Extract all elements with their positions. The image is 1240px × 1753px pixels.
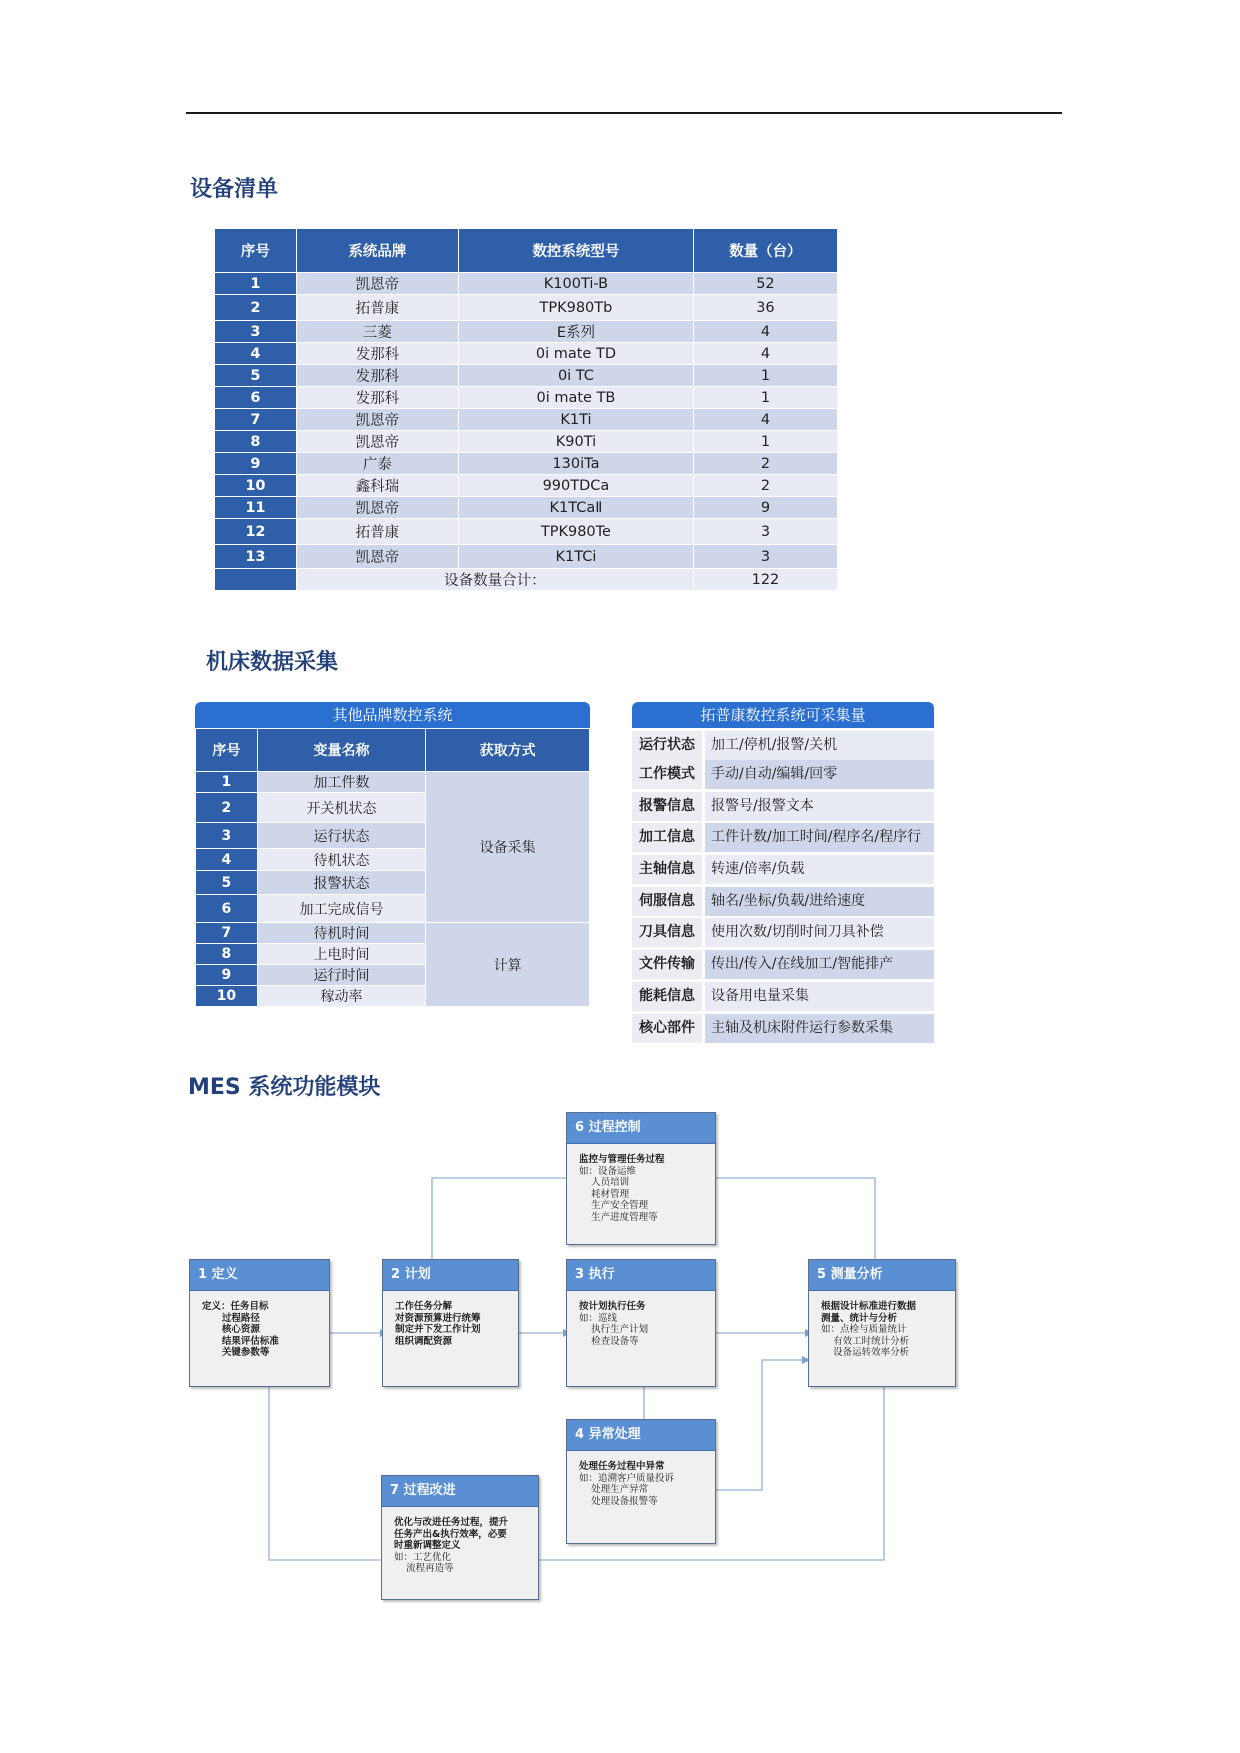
- row-qty: 1: [693, 387, 837, 409]
- total-value: 122: [693, 569, 837, 591]
- mes-box-title: 3 执行: [567, 1260, 715, 1291]
- topcon-value: 设备用电量采集: [705, 982, 934, 1011]
- row-model: TPK980Te: [459, 519, 694, 545]
- row-brand: 凯恩帝: [296, 409, 458, 431]
- row-index: 3: [215, 321, 297, 343]
- mes-box-control: [566, 1112, 716, 1245]
- row-brand: 广泰: [296, 453, 458, 475]
- method-device: 设备采集: [426, 772, 590, 923]
- row-model: 990TDCa: [459, 475, 694, 497]
- row-model: E系列: [459, 321, 694, 343]
- row-model: 0i mate TD: [459, 343, 694, 365]
- row-index: 10: [215, 475, 297, 497]
- row-index: 3: [196, 823, 258, 849]
- mes-box-title: 1 定义: [190, 1260, 329, 1291]
- topcon-key: 报警信息: [632, 792, 702, 821]
- row-model: 130iTa: [459, 453, 694, 475]
- topcon-value: 主轴及机床附件运行参数采集: [705, 1014, 934, 1043]
- mes-box-exception: [566, 1419, 716, 1544]
- row-index: 1: [196, 772, 258, 793]
- mes-box-improve: [381, 1475, 539, 1600]
- row-index: 1: [215, 273, 297, 295]
- mes-box-bold: 处理任务过程中异常: [579, 1461, 665, 1472]
- topcon-key: 运行状态: [632, 731, 702, 760]
- col-brand: 系统品牌: [296, 229, 458, 273]
- row-model: 0i TC: [459, 365, 694, 387]
- row-qty: 3: [693, 519, 837, 545]
- row-qty: 4: [693, 343, 837, 365]
- row-model: K100Ti-B: [459, 273, 694, 295]
- topcon-value: 使用次数/切削时间刀具补偿: [705, 918, 934, 947]
- row-model: K1TCi: [459, 545, 694, 569]
- row-index: 11: [215, 497, 297, 519]
- row-variable: 稼动率: [257, 986, 426, 1007]
- topcon-value: 工件计数/加工时间/程序名/程序行: [705, 823, 934, 852]
- row-variable: 上电时间: [257, 944, 426, 965]
- row-qty: 52: [693, 273, 837, 295]
- col-index: 序号: [215, 229, 297, 273]
- row-index: 2: [196, 793, 258, 823]
- row-qty: 1: [693, 365, 837, 387]
- row-qty: 2: [693, 453, 837, 475]
- mes-box-normal: 如：点检与质量统计 有效工时统计分析 设备运转效率分析: [821, 1324, 910, 1358]
- row-variable: 待机状态: [257, 849, 426, 871]
- topcon-value: 手动/自动/编辑/回零: [705, 760, 934, 789]
- row-qty: 4: [693, 409, 837, 431]
- row-brand: 三菱: [296, 321, 458, 343]
- row-qty: 4: [693, 321, 837, 343]
- row-model: 0i mate TB: [459, 387, 694, 409]
- mes-box-title: 5 测量分析: [809, 1260, 955, 1291]
- mes-box-title: 6 过程控制: [567, 1113, 715, 1144]
- topcon-value: 加工/停机/报警/关机: [705, 731, 934, 760]
- topcon-value: 传出/传入/在线加工/智能排产: [705, 950, 934, 979]
- row-variable: 运行时间: [257, 965, 426, 986]
- row-index: 6: [196, 895, 258, 923]
- mes-box-bold: 定义：任务目标 过程路径 核心资源 结果评估标准 关键参数等: [202, 1301, 279, 1358]
- row-qty: 2: [693, 475, 837, 497]
- mes-title: MES 系统功能模块: [188, 1075, 381, 1100]
- row-brand: 拓普康: [296, 519, 458, 545]
- row-index: 7: [196, 923, 258, 944]
- row-index: 2: [215, 295, 297, 321]
- mes-box-normal: 如：设备运维 人员培训 耗材管理 生产安全管理 生产进度管理等: [579, 1165, 658, 1223]
- mes-box-execute: [566, 1259, 716, 1387]
- row-model: TPK980Tb: [459, 295, 694, 321]
- row-index: 5: [215, 365, 297, 387]
- row-model: K1Ti: [459, 409, 694, 431]
- topcon-key: 工作模式: [632, 760, 702, 789]
- topcon-value: 转速/倍率/负载: [705, 855, 934, 884]
- row-brand: 凯恩帝: [296, 545, 458, 569]
- row-brand: 凯恩帝: [296, 431, 458, 453]
- topcon-key: 能耗信息: [632, 982, 702, 1011]
- topcon-value: 轴名/坐标/负载/进给速度: [705, 887, 934, 916]
- row-brand: 凯恩帝: [296, 497, 458, 519]
- mes-box-bold: 优化与改进任务过程，提升 任务产出&执行效率，必要 时重新调整定义: [394, 1517, 509, 1551]
- mes-box-measure: [808, 1259, 956, 1387]
- row-model: K90Ti: [459, 431, 694, 453]
- method-calc: 计算: [426, 923, 590, 1007]
- topcon-key: 伺服信息: [632, 887, 702, 916]
- other-brands-caption: 其他品牌数控系统: [195, 702, 590, 728]
- mes-box-define: [189, 1259, 330, 1387]
- mes-box-normal: 如：追溯客户质量投诉 处理生产异常 处理设备报警等: [579, 1472, 675, 1507]
- mes-box-plan: [382, 1259, 519, 1387]
- row-index: 4: [215, 343, 297, 365]
- col-variable: 变量名称: [257, 729, 426, 772]
- mes-box-title: 2 计划: [383, 1260, 518, 1291]
- row-variable: 加工件数: [257, 772, 426, 793]
- col-method: 获取方式: [426, 729, 590, 772]
- row-qty: 36: [693, 295, 837, 321]
- row-index: 13: [215, 545, 297, 569]
- row-index: 5: [196, 871, 258, 895]
- mes-box-normal: 如：巡线 执行生产计划 检查设备等: [579, 1312, 649, 1347]
- topcon-key: 刀具信息: [632, 918, 702, 947]
- col-index: 序号: [196, 729, 258, 772]
- equipment-title: 设备清单: [190, 177, 279, 202]
- row-index: 10: [196, 986, 258, 1007]
- topcon-key: 核心部件: [632, 1014, 702, 1043]
- row-brand: 拓普康: [296, 295, 458, 321]
- row-index: 9: [215, 453, 297, 475]
- mes-box-bold: 按计划执行任务: [579, 1301, 646, 1312]
- col-qty: 数量（台）: [693, 229, 837, 273]
- row-variable: 报警状态: [257, 871, 426, 895]
- row-variable: 开关机状态: [257, 793, 426, 823]
- row-index: 4: [196, 849, 258, 871]
- mes-box-title: 4 异常处理: [567, 1420, 715, 1451]
- mes-box-title: 7 过程改进: [382, 1476, 538, 1507]
- row-variable: 加工完成信号: [257, 895, 426, 923]
- row-qty: 9: [693, 497, 837, 519]
- row-index: 9: [196, 965, 258, 986]
- row-model: K1TCaⅡ: [459, 497, 694, 519]
- mes-box-bold: 工作任务分解 对资源预算进行统筹 制定并下发工作计划 组织调配资源: [395, 1301, 481, 1347]
- row-index: 7: [215, 409, 297, 431]
- row-qty: 3: [693, 545, 837, 569]
- row-variable: 运行状态: [257, 823, 426, 849]
- topcon-caption: 拓普康数控系统可采集量: [632, 702, 934, 728]
- topcon-key: 加工信息: [632, 823, 702, 852]
- row-index: 6: [215, 387, 297, 409]
- row-brand: 发那科: [296, 387, 458, 409]
- col-model: 数控系统型号: [459, 229, 694, 273]
- mes-box-bold: 根据设计标准进行数据 测量、统计与分析: [821, 1301, 917, 1324]
- row-index: 8: [196, 944, 258, 965]
- row-brand: 鑫科瑞: [296, 475, 458, 497]
- total-label: 设备数量合计：: [296, 569, 693, 591]
- row-index: 8: [215, 431, 297, 453]
- topcon-value: 报警号/报警文本: [705, 792, 934, 821]
- mes-box-bold: 监控与管理任务过程: [579, 1154, 665, 1165]
- row-qty: 1: [693, 431, 837, 453]
- row-brand: 凯恩帝: [296, 273, 458, 295]
- row-index: 12: [215, 519, 297, 545]
- row-brand: 发那科: [296, 365, 458, 387]
- row-variable: 待机时间: [257, 923, 426, 944]
- row-brand: 发那科: [296, 343, 458, 365]
- collection-title: 机床数据采集: [206, 650, 339, 675]
- topcon-key: 文件传输: [632, 950, 702, 979]
- topcon-key: 主轴信息: [632, 855, 702, 884]
- mes-box-normal: 如：工艺优化 流程再造等: [394, 1551, 454, 1574]
